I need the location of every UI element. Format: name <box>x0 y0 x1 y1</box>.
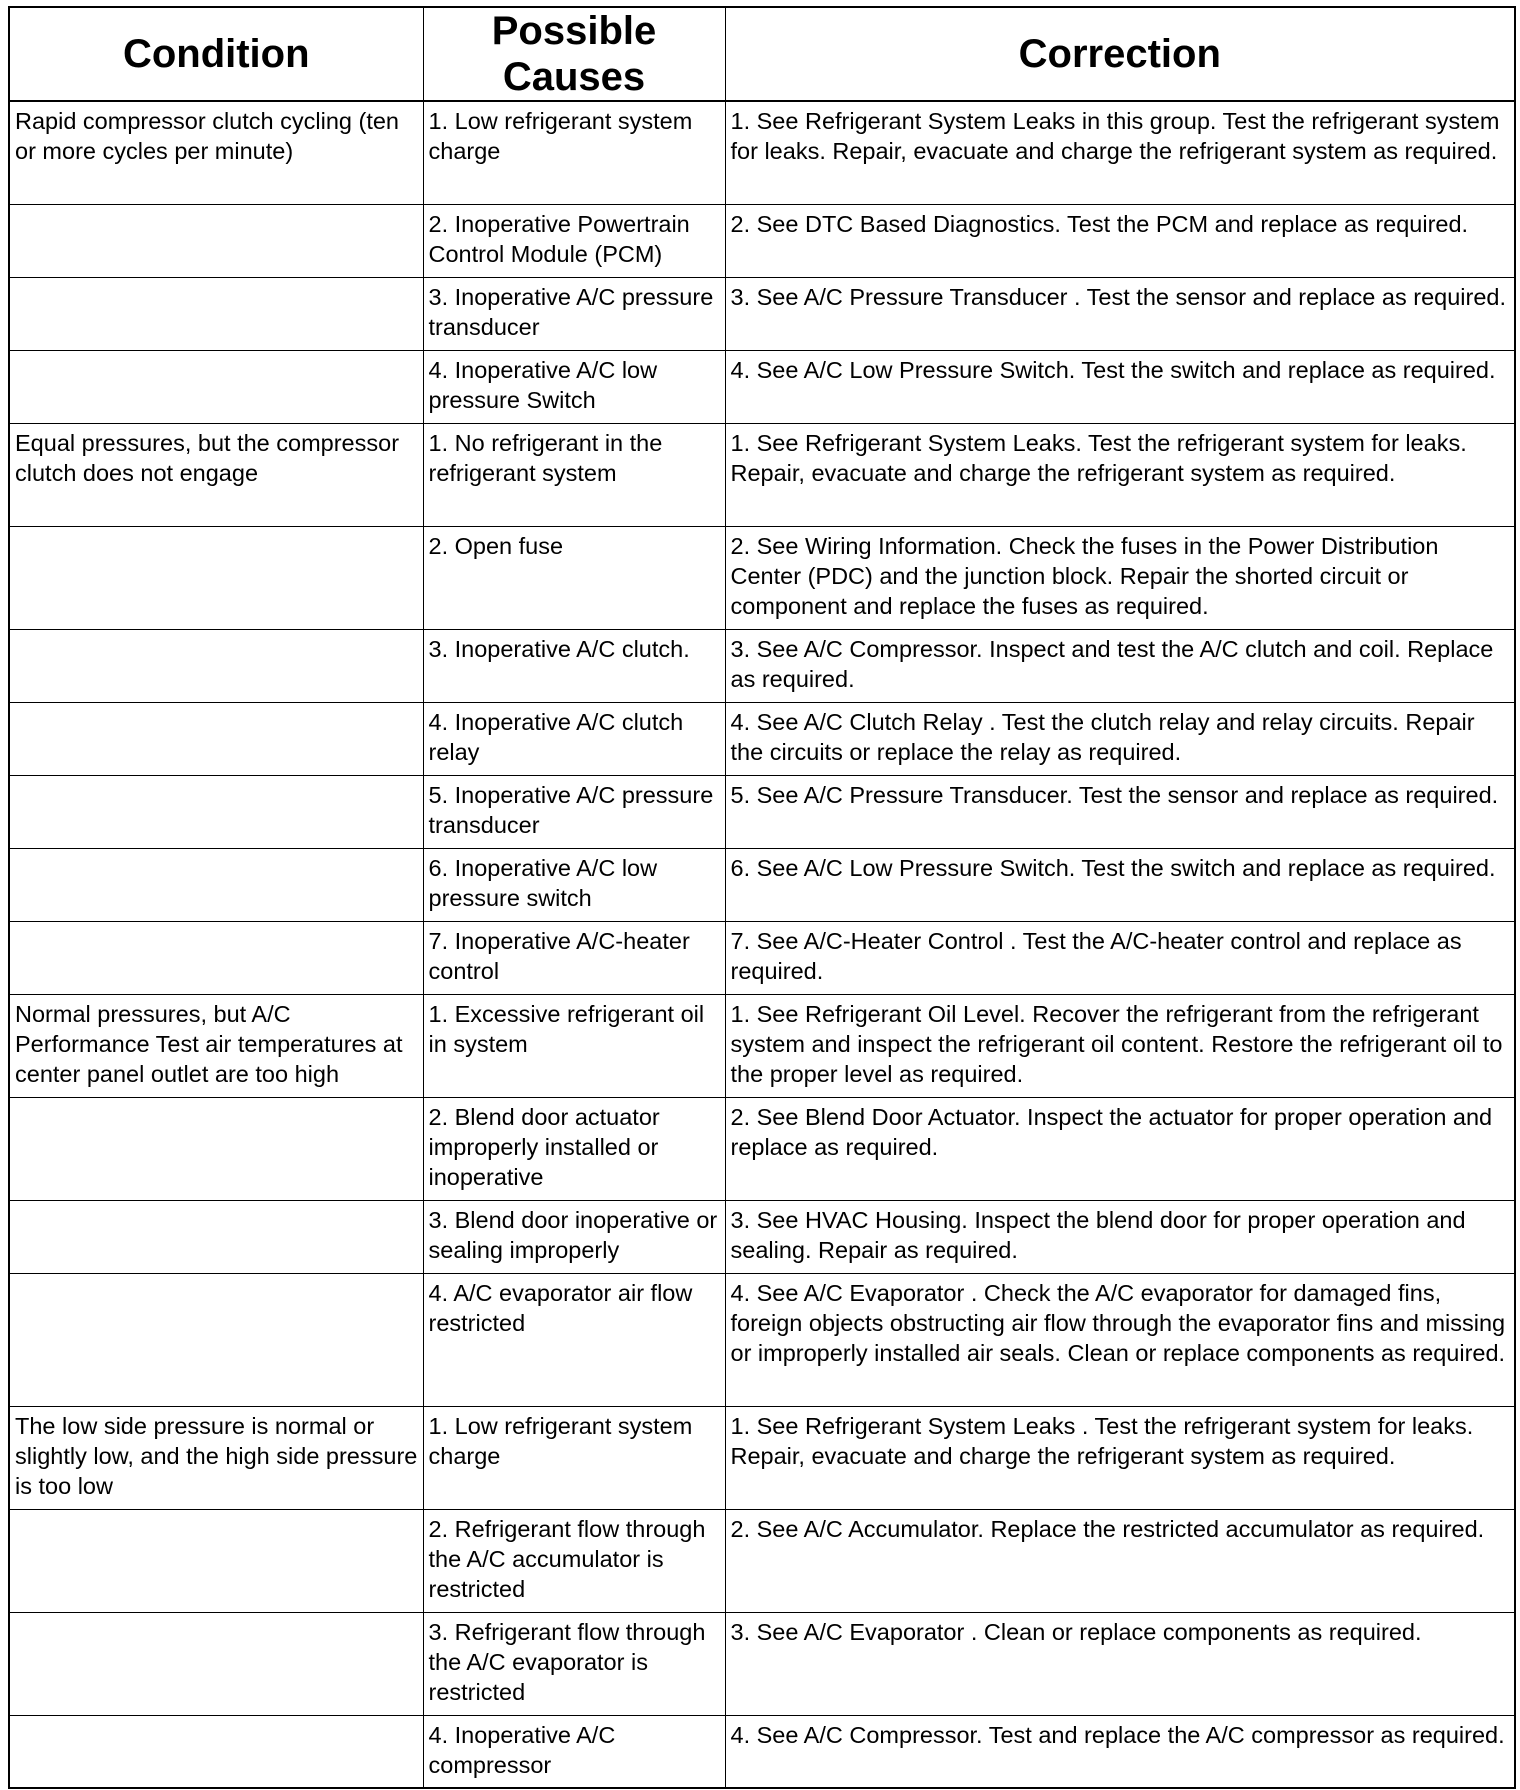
condition-cell <box>9 526 423 629</box>
correction-cell: 5. See A/C Pressure Transducer. Test the sensor and replace as required. <box>725 775 1515 848</box>
correction-cell: 1. See Refrigerant System Leaks . Test the refrigerant system for leaks. Repair, evacuate and charge the refrigerant system as required. <box>725 1406 1515 1509</box>
correction-cell: 3. See A/C Pressure Transducer . Test the sensor and replace as required. <box>725 277 1515 350</box>
correction-cell: 4. See A/C Compressor. Test and replace the A/C compressor as required. <box>725 1715 1515 1788</box>
cause-cell: 3. Inoperative A/C pressure transducer <box>423 277 725 350</box>
correction-cell: 2. See A/C Accumulator. Replace the restricted accumulator as required. <box>725 1509 1515 1612</box>
cause-cell: 7. Inoperative A/C-heater control <box>423 921 725 994</box>
condition-cell <box>9 204 423 277</box>
table-row <box>9 1715 1515 1788</box>
condition-cell <box>9 702 423 775</box>
cause-cell: 2. Refrigerant flow through the A/C accumulator is restricted <box>423 1509 725 1612</box>
table-row <box>9 921 1515 994</box>
table-row <box>9 848 1515 921</box>
correction-cell: 3. See A/C Compressor. Inspect and test the A/C clutch and coil. Replace as required. <box>725 629 1515 702</box>
condition-cell <box>9 921 423 994</box>
table-row <box>9 629 1515 702</box>
cause-cell: 5. Inoperative A/C pressure transducer <box>423 775 725 848</box>
correction-cell: 4. See A/C Evaporator . Check the A/C evaporator for damaged fins, foreign objects obstructing air flow through the evaporator fins and missing or improperly installed air seals. Clean or replace components as required. <box>725 1273 1515 1406</box>
cause-cell: 1. No refrigerant in the refrigerant system <box>423 423 725 526</box>
condition-cell: Rapid compressor clutch cycling (ten or more cycles per minute) <box>9 101 423 204</box>
table-row <box>9 204 1515 277</box>
table-row <box>9 1509 1515 1612</box>
table-row <box>9 1612 1515 1715</box>
cause-cell: 1. Excessive refrigerant oil in system <box>423 994 725 1097</box>
cause-cell: 3. Blend door inoperative or sealing improperly <box>423 1200 725 1273</box>
cause-cell: 2. Blend door actuator improperly installed or inoperative <box>423 1097 725 1200</box>
condition-cell: Normal pressures, but A/C Performance Test air temperatures at center panel outlet are too high <box>9 994 423 1097</box>
header-row <box>9 7 1515 101</box>
table-row <box>9 526 1515 629</box>
correction-cell: 1. See Refrigerant System Leaks. Test the refrigerant system for leaks. Repair, evacuate and charge the refrigerant system as required. <box>725 423 1515 526</box>
correction-cell: 1. See Refrigerant Oil Level. Recover the refrigerant from the refrigerant system and inspect the refrigerant oil content. Restore the refrigerant oil to the proper level as required. <box>725 994 1515 1097</box>
correction-cell: 1. See Refrigerant System Leaks in this group. Test the refrigerant system for leaks. Repair, evacuate and charge the refrigerant system as required. <box>725 101 1515 204</box>
condition-cell <box>9 775 423 848</box>
cause-cell: 4. Inoperative A/C clutch relay <box>423 702 725 775</box>
condition-cell <box>9 1273 423 1406</box>
cause-cell: 1. Low refrigerant system charge <box>423 101 725 204</box>
cause-cell: 4. A/C evaporator air flow restricted <box>423 1273 725 1406</box>
table-row <box>9 1097 1515 1200</box>
correction-cell: 2. See Wiring Information. Check the fuses in the Power Distribution Center (PDC) and the junction block. Repair the shorted circuit or component and replace the fuses as required. <box>725 526 1515 629</box>
cause-cell: 6. Inoperative A/C low pressure switch <box>423 848 725 921</box>
table-row <box>9 702 1515 775</box>
condition-cell <box>9 1715 423 1788</box>
condition-cell <box>9 848 423 921</box>
table-row <box>9 994 1515 1097</box>
cause-cell: 2. Inoperative Powertrain Control Module (PCM) <box>423 204 725 277</box>
table-row <box>9 1406 1515 1509</box>
correction-cell: 2. See DTC Based Diagnostics. Test the PCM and replace as required. <box>725 204 1515 277</box>
condition-cell: Equal pressures, but the compressor clutch does not engage <box>9 423 423 526</box>
diagnosis-table <box>8 6 1516 1789</box>
correction-cell: 4. See A/C Low Pressure Switch. Test the switch and replace as required. <box>725 350 1515 423</box>
correction-cell: 7. See A/C-Heater Control . Test the A/C-heater control and replace as required. <box>725 921 1515 994</box>
cause-cell: 3. Refrigerant flow through the A/C evaporator is restricted <box>423 1612 725 1715</box>
condition-cell <box>9 1509 423 1612</box>
table-row <box>9 423 1515 526</box>
condition-cell <box>9 1200 423 1273</box>
correction-cell: 4. See A/C Clutch Relay . Test the clutch relay and relay circuits. Repair the circuits or replace the relay as required. <box>725 702 1515 775</box>
condition-cell <box>9 1097 423 1200</box>
cause-cell: 4. Inoperative A/C low pressure Switch <box>423 350 725 423</box>
cause-cell: 4. Inoperative A/C compressor <box>423 1715 725 1788</box>
condition-cell <box>9 629 423 702</box>
header-possible-causes: Possible Causes <box>423 7 725 101</box>
condition-cell <box>9 350 423 423</box>
cause-cell: 1. Low refrigerant system charge <box>423 1406 725 1509</box>
table-row <box>9 1273 1515 1406</box>
header-correction: Correction <box>725 7 1515 101</box>
condition-cell <box>9 277 423 350</box>
table-row <box>9 350 1515 423</box>
table-row <box>9 277 1515 350</box>
correction-cell: 6. See A/C Low Pressure Switch. Test the switch and replace as required. <box>725 848 1515 921</box>
table-row <box>9 1200 1515 1273</box>
correction-cell: 3. See HVAC Housing. Inspect the blend door for proper operation and sealing. Repair as required. <box>725 1200 1515 1273</box>
condition-cell <box>9 1612 423 1715</box>
condition-cell: The low side pressure is normal or slightly low, and the high side pressure is too low <box>9 1406 423 1509</box>
cause-cell: 2. Open fuse <box>423 526 725 629</box>
correction-cell: 3. See A/C Evaporator . Clean or replace components as required. <box>725 1612 1515 1715</box>
correction-cell: 2. See Blend Door Actuator. Inspect the actuator for proper operation and replace as required. <box>725 1097 1515 1200</box>
header-condition: Condition <box>9 7 423 101</box>
table-row <box>9 775 1515 848</box>
table-row <box>9 101 1515 204</box>
cause-cell: 3. Inoperative A/C clutch. <box>423 629 725 702</box>
